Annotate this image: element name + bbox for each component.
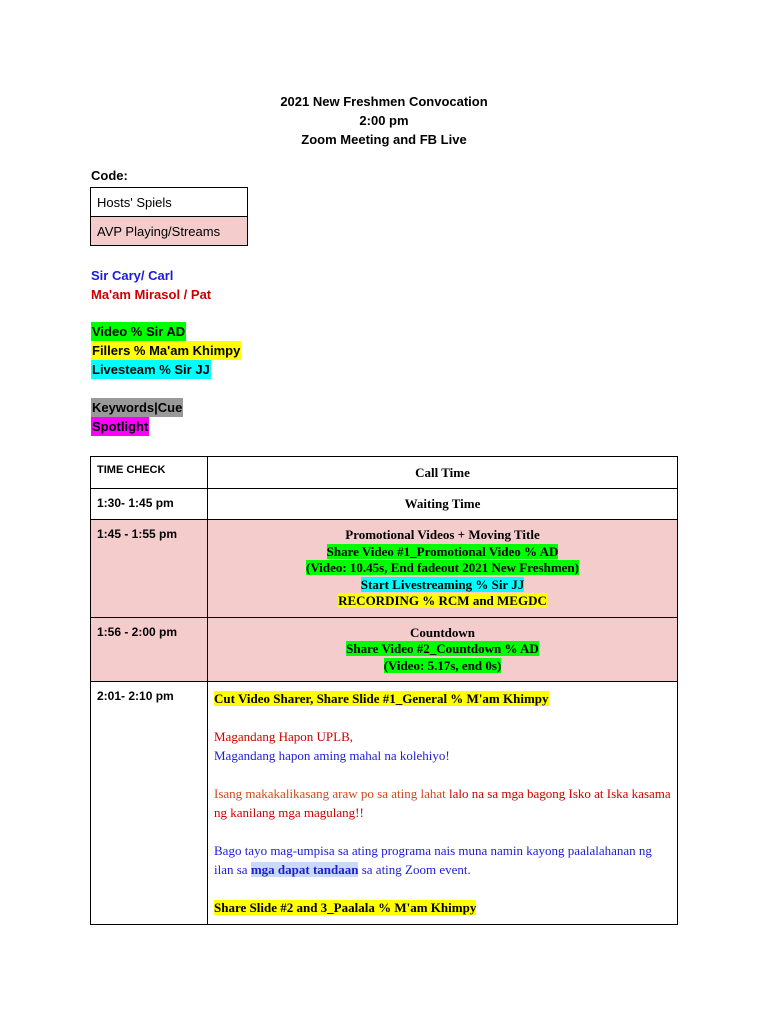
table-row xyxy=(91,457,678,489)
cue-start-livestream: Start Livestreaming % Sir JJ xyxy=(360,576,525,592)
spiel-2-end: sa ating Zoom event. xyxy=(358,862,471,877)
cue-share-video-2: Share Video #2_Countdown % AD xyxy=(346,641,539,656)
segment-title: Promotional Videos + Moving Title xyxy=(345,527,540,542)
spiel-paragraph-1 xyxy=(214,784,671,822)
time-cell: TIME CHECK xyxy=(91,457,208,489)
title-line-3: Zoom Meeting and FB Live xyxy=(301,132,467,147)
host-2: Ma'am Mirasol / Pat xyxy=(91,287,212,302)
cue-recording: RECORDING % RCM and MEGDC xyxy=(338,593,547,608)
host-1: Sir Cary/ Carl xyxy=(91,268,174,283)
legend-hosts: Hosts' Spiels xyxy=(91,188,248,217)
spiel-1-start: Isang makakalikasang araw po sa ating lahat xyxy=(214,786,446,801)
table-row xyxy=(91,488,678,520)
segment-cell xyxy=(208,617,678,682)
segment-cell xyxy=(208,520,678,618)
role-list xyxy=(91,322,241,379)
segment-title: Waiting Time xyxy=(208,488,678,520)
cue-spotlight: Spotlight xyxy=(92,419,149,434)
segment-title: Call Time xyxy=(208,457,678,489)
role-livestream: Livesteam % Sir JJ xyxy=(92,362,210,377)
code-label: Code: xyxy=(91,168,128,183)
schedule-table xyxy=(90,456,678,925)
spiel-paragraph-2 xyxy=(214,841,671,879)
greeting-2: Magandang hapon aming mahal na kolehiyo! xyxy=(214,748,450,763)
cue-share-slide-2-3: Share Slide #2 and 3_Paalala % M'am Khimpy xyxy=(214,900,477,915)
time-cell: 1:56 - 2:00 pm xyxy=(91,617,208,682)
cue-list xyxy=(91,398,183,436)
table-row xyxy=(91,617,678,682)
legend-avp: AVP Playing/Streams xyxy=(91,217,248,246)
keyword-highlight: mga dapat tandaan xyxy=(250,862,359,877)
table-row xyxy=(91,682,678,925)
document-title xyxy=(0,92,768,149)
spiel-2-start: Bago tayo mag-umpisa sa ating programa nais muna namin kayong paalalahanan ng ilan sa xyxy=(214,843,652,877)
table-row xyxy=(91,520,678,618)
cue-keywords: Keywords|Cue xyxy=(92,400,183,415)
cue-video-2-note: (Video: 5.17s, end 0s) xyxy=(383,657,502,673)
role-video: Video % Sir AD xyxy=(92,324,186,339)
spiel-1-end: lalo na sa mga bagong Isko at Iska kasama ng kanilang mga magulang!! xyxy=(214,786,671,820)
host-list xyxy=(91,266,211,304)
title-line-1: 2021 New Freshmen Convocation xyxy=(280,94,488,109)
greeting-1: Magandang Hapon UPLB, xyxy=(214,729,354,744)
time-cell: 1:45 - 1:55 pm xyxy=(91,520,208,618)
segment-title: Countdown xyxy=(409,624,476,640)
code-legend xyxy=(90,187,248,246)
segment-cell xyxy=(208,682,678,925)
time-cell: 2:01- 2:10 pm xyxy=(91,682,208,925)
title-line-2: 2:00 pm xyxy=(359,113,409,128)
time-cell: 1:30- 1:45 pm xyxy=(91,488,208,520)
cue-share-video-1: Share Video #1_Promotional Video % AD xyxy=(326,543,559,559)
cue-share-slide-1: Cut Video Sharer, Share Slide #1_General % M'am Khimpy xyxy=(214,691,549,706)
role-fillers: Fillers % Ma'am Khimpy xyxy=(92,343,241,358)
cue-video-1-note: (Video: 10.45s, End fadeout 2021 New Freshmen) xyxy=(306,560,579,575)
